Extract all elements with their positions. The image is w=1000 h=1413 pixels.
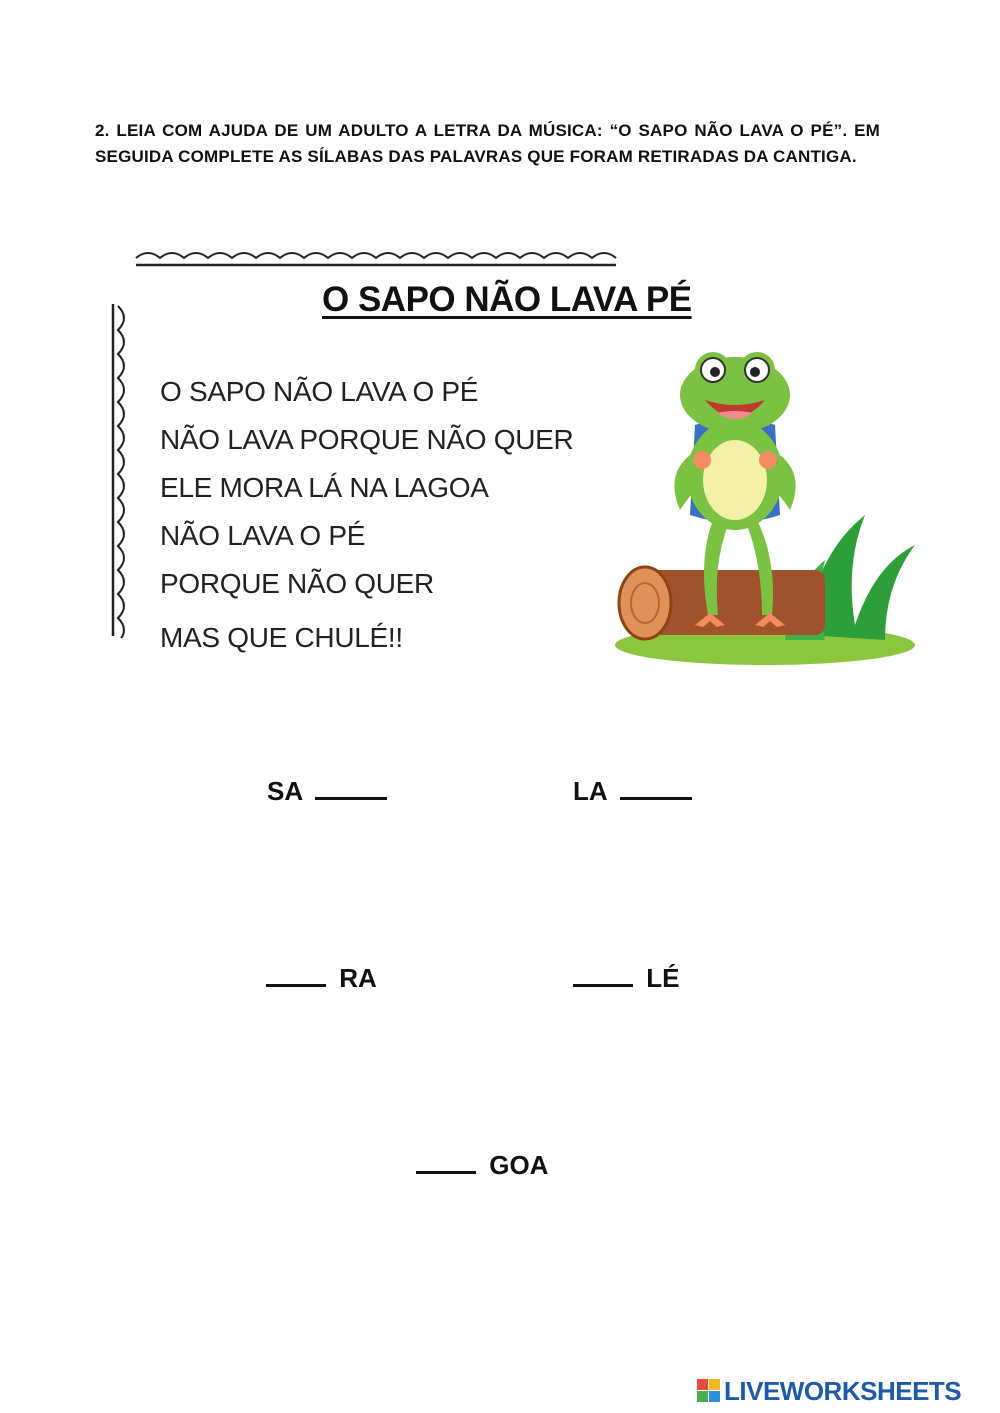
answer-blank-goa[interactable] bbox=[416, 1153, 476, 1174]
answer-blank-la[interactable] bbox=[620, 779, 692, 800]
scalloped-border-top bbox=[134, 248, 619, 270]
answer-blank-sa[interactable] bbox=[315, 779, 387, 800]
scalloped-border-left bbox=[108, 302, 132, 638]
lyric-line-3: ELE MORA LÁ NA LAGOA bbox=[160, 472, 489, 503]
syllable-sa: SA bbox=[267, 776, 303, 806]
lyric-line-1: O SAPO NÃO LAVA O PÉ bbox=[160, 376, 479, 407]
lyric-line-2: NÃO LAVA PORQUE NÃO QUER bbox=[160, 424, 574, 455]
syllable-le: LÉ bbox=[646, 963, 680, 993]
instructions: 2. LEIA COM AJUDA DE UM ADULTO A LETRA DA MÚSICA: “O SAPO NÃO LAVA O PÉ”. EM SEGUIDA COMPLETE AS SÍLABAS DAS PALAVRAS QUE FORAM RETIRADAS DA CANTIGA. bbox=[95, 121, 880, 166]
lyric-line-6: MAS QUE CHULÉ!! bbox=[160, 622, 403, 653]
syllable-goa: GOA bbox=[489, 1150, 549, 1180]
lyric-line-5: PORQUE NÃO QUER bbox=[160, 568, 434, 599]
answer-blank-le[interactable] bbox=[573, 966, 633, 987]
exercise-ra bbox=[266, 963, 377, 994]
frog-on-log-illustration bbox=[605, 345, 915, 670]
exercise-la bbox=[573, 776, 692, 807]
exercise-sa bbox=[267, 776, 387, 807]
answer-blank-ra[interactable] bbox=[266, 966, 326, 987]
exercise-le bbox=[573, 963, 679, 994]
liveworksheets-logo bbox=[697, 1375, 961, 1407]
syllable-ra: RA bbox=[339, 963, 377, 993]
logo-icon bbox=[697, 1379, 721, 1403]
exercise-goa bbox=[416, 1150, 548, 1181]
lyric-line-4: NÃO LAVA O PÉ bbox=[160, 520, 366, 551]
logo-text: LIVEWORKSHEETS bbox=[724, 1375, 962, 1406]
song-title: O SAPO NÃO LAVA PÉ bbox=[322, 280, 692, 319]
syllable-la: LA bbox=[573, 776, 607, 806]
